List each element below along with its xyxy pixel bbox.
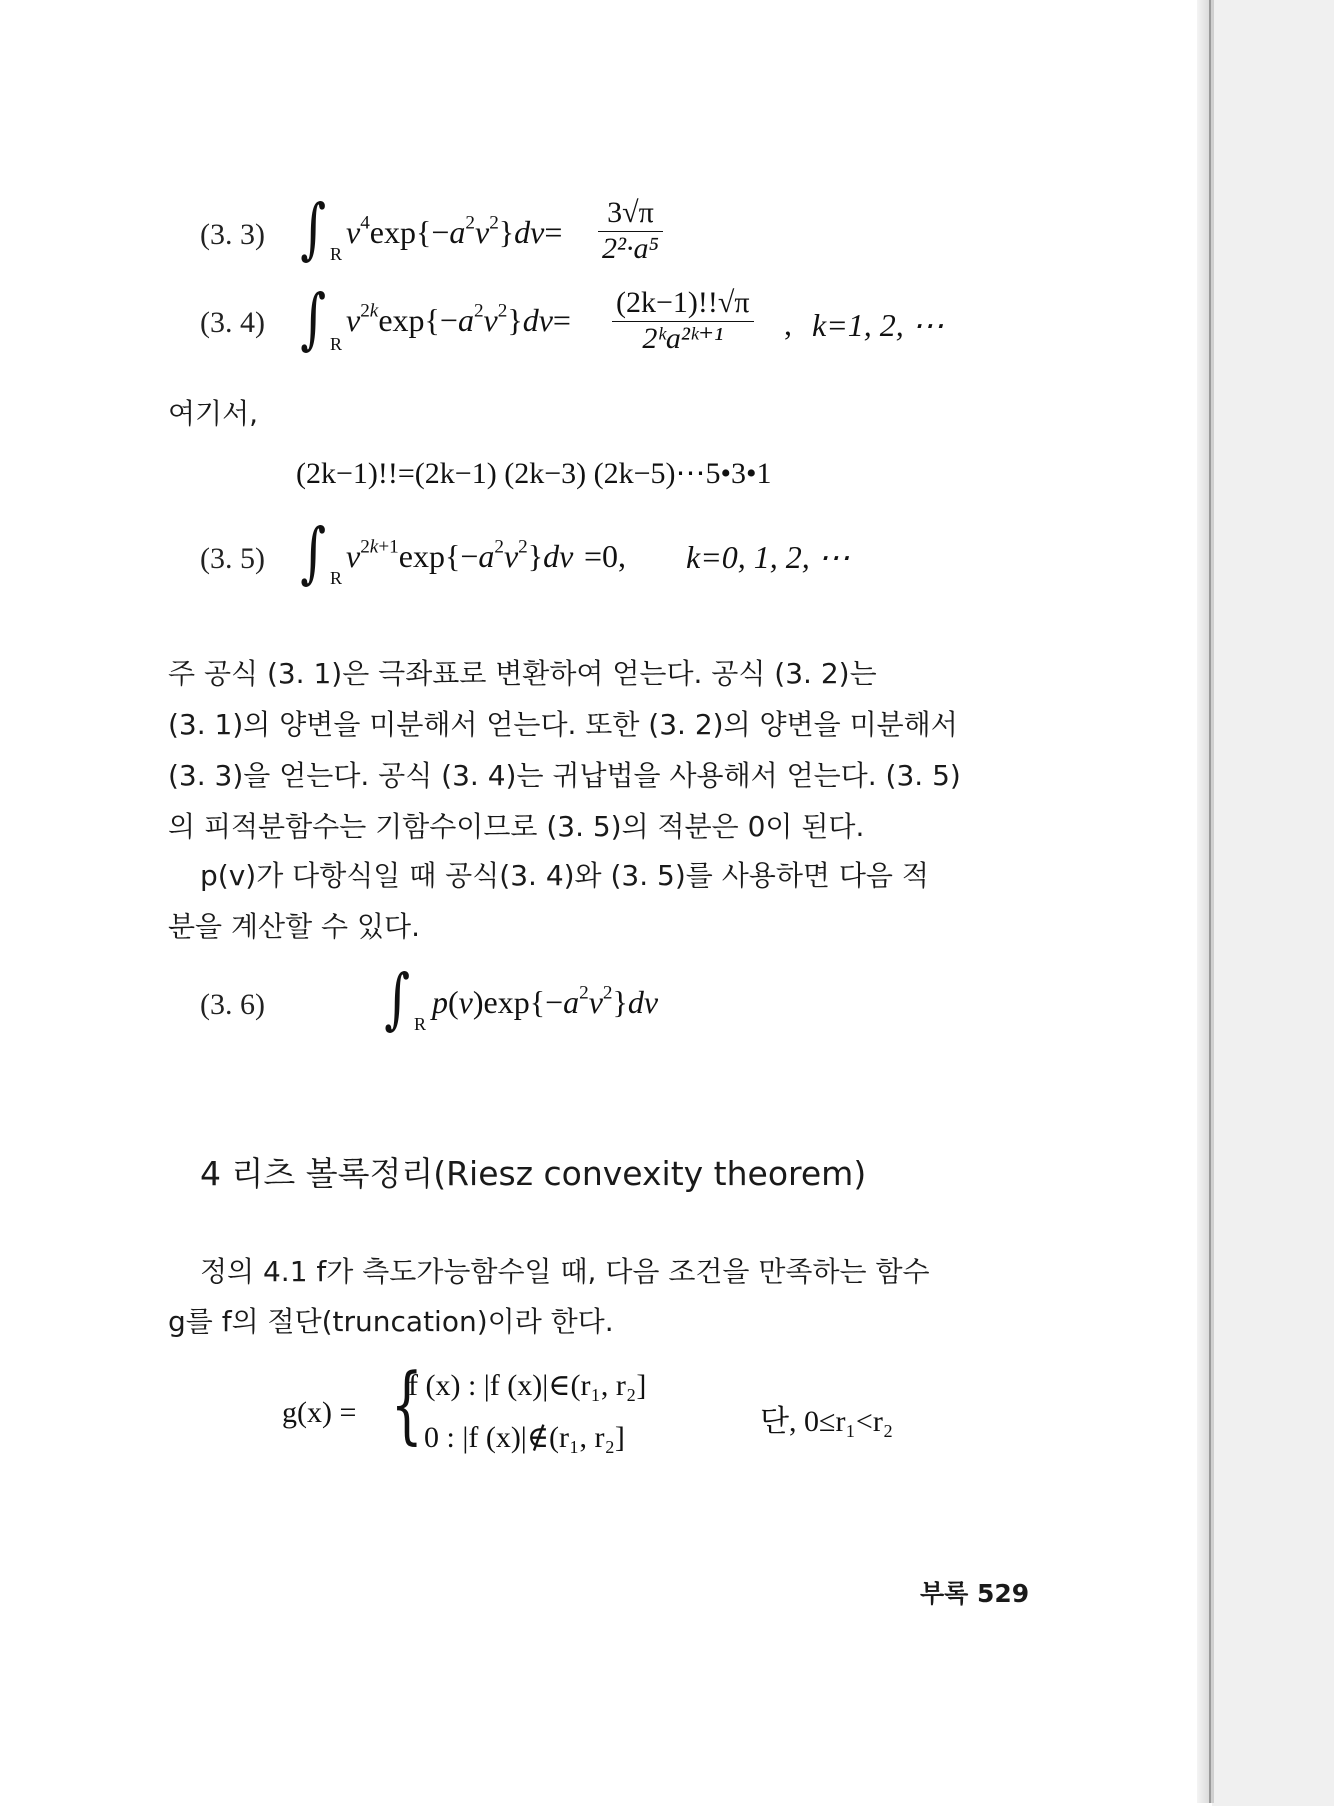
- integral-sign: ∫: [300, 514, 327, 591]
- equation-label-3-5: (3. 5): [200, 542, 265, 575]
- definition-line: 정의 4.1 f가 측도가능함수일 때, 다음 조건을 만족하는 함수: [200, 1255, 930, 1288]
- integral-sign: ∫: [300, 280, 327, 357]
- equation-3-6-integrand: $p(v)\exp\{-a^2v^2\}dv$: [432, 982, 659, 1020]
- page-edge: [1197, 0, 1209, 1803]
- page-footer: 부록 529: [920, 1579, 1030, 1608]
- integral-domain: R: [330, 244, 343, 264]
- text-line: p(v)가 다항식일 때 공식(3. 4)와 (3. 5)를 사용하면 다음 적: [200, 859, 929, 892]
- text-line: 주 공식 (3. 1)은 극좌표로 변환하여 얻는다. 공식 (3. 2)는: [168, 657, 877, 690]
- integral-domain: R: [330, 568, 343, 588]
- truncation-condition: 단, 0≤r₁<r₂: [760, 1405, 894, 1438]
- integral-domain: R: [414, 1014, 427, 1034]
- remark-paragraph: [168, 648, 1048, 852]
- equation-3-4-comma: ,: [784, 306, 792, 342]
- fraction-numerator: 3√π: [598, 196, 663, 232]
- equation-3-3-fraction: [598, 196, 663, 266]
- equation-3-3-integrand: $v^4\exp\{-a^2v^2\}dv=$: [346, 212, 563, 250]
- definition-line: g를 f의 절단(truncation)이라 한다.: [168, 1305, 614, 1338]
- text-line: 분을 계산할 수 있다.: [168, 910, 420, 943]
- equation-3-4-fraction: [612, 286, 754, 356]
- truncation-case-1: f (x) : |f (x)|∈(r₁, r₂]: [408, 1369, 647, 1402]
- integral-sign: ∫: [300, 190, 327, 267]
- polynomial-paragraph: [168, 850, 1048, 952]
- equation-3-5-condition: k=0, 1, 2, ⋯: [686, 539, 850, 575]
- equation-label-3-3: (3. 3): [200, 218, 265, 251]
- background-margin: [1212, 0, 1334, 1806]
- fraction-denominator: 2²·a⁵: [602, 231, 659, 265]
- here-label: 여기서,: [168, 397, 259, 430]
- equation-3-4-condition: k=1, 2, ⋯: [812, 307, 944, 343]
- double-factorial-definition: (2k−1)!!=(2k−1) (2k−3) (2k−5)⋯5•3•1: [296, 457, 772, 490]
- text-line: (3. 3)을 얻는다. 공식 (3. 4)는 귀납법을 사용해서 얻는다. (3. 5): [168, 759, 961, 792]
- equation-3-4-integrand: $v^{2k}\exp\{-a^2v^2\}dv=$: [346, 300, 571, 338]
- integral-domain: R: [330, 334, 343, 354]
- truncation-case-2: 0 : |f (x)|∉(r₁, r₂]: [424, 1421, 625, 1454]
- section-title: 4 리츠 볼록정리(Riesz convexity theorem): [200, 1154, 867, 1193]
- left-brace: {: [390, 1355, 423, 1453]
- equation-3-5-rhs: =0,: [584, 538, 627, 574]
- integral-sign: ∫: [384, 960, 411, 1037]
- text-line: (3. 1)의 양변을 미분해서 얻는다. 또한 (3. 2)의 양변을 미분해서: [168, 708, 958, 741]
- truncation-lhs: g(x) =: [282, 1396, 357, 1429]
- equation-label-3-6: (3. 6): [200, 988, 265, 1021]
- equation-label-3-4: (3. 4): [200, 306, 265, 339]
- equation-3-5-integrand: $v^{2k+1}\exp\{-a^2v^2\}dv$: [346, 536, 574, 574]
- text-line: 의 피적분함수는 기함수이므로 (3. 5)의 적분은 0이 된다.: [168, 810, 865, 843]
- fraction-numerator: (2k−1)!!√π: [612, 286, 754, 322]
- fraction-denominator: 2ᵏa²ᵏ⁺¹: [642, 321, 724, 355]
